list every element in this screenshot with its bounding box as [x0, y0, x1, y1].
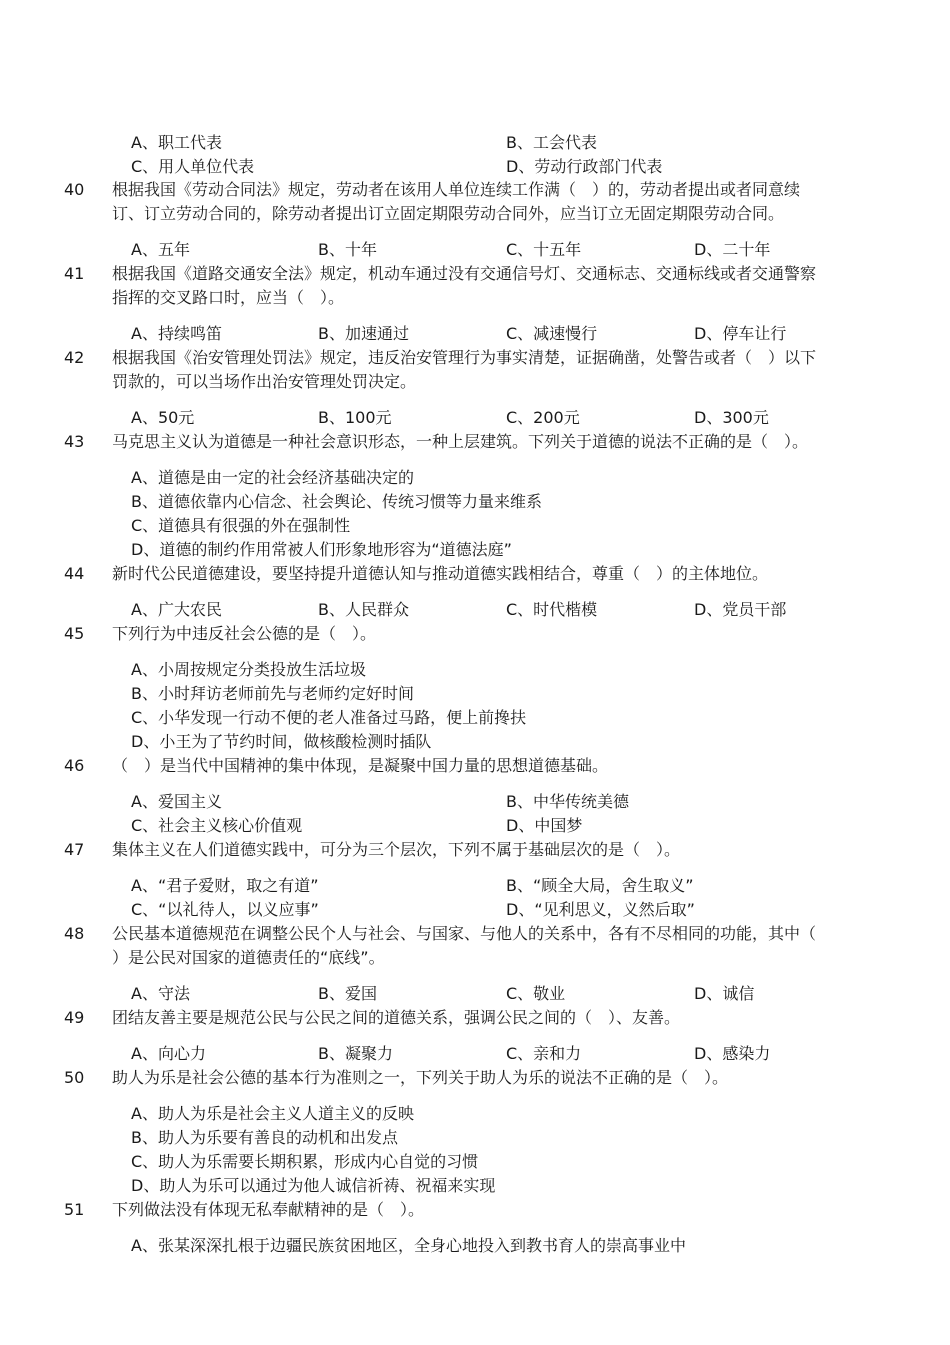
- option-c: C、时代楷模: [506, 600, 598, 619]
- question-number: 44: [64, 564, 85, 583]
- option-c: C、亲和力: [506, 1044, 582, 1063]
- option-d: D、诚信: [694, 984, 755, 1003]
- question-number: 46: [64, 756, 85, 775]
- option-b: B、道德依靠内心信念、社会舆论、传统习惯等力量来维系: [131, 492, 542, 511]
- option-c: C、道德具有很强的外在强制性: [131, 516, 351, 535]
- question-stem-line: 罚款的，可以当场作出治安管理处罚决定。: [112, 372, 417, 391]
- question-stem-line: 公民基本道德规范在调整公民个人与社会、与国家、与他人的关系中，各有不尽相同的功能，其中（: [112, 924, 817, 943]
- option-b: B、人民群众: [318, 600, 409, 619]
- option-d: D、劳动行政部门代表: [506, 157, 663, 176]
- option-a: A、守法: [131, 984, 190, 1003]
- question-number: 42: [64, 348, 85, 367]
- option-d: D、道德的制约作用常被人们形象地形容为“道德法庭”: [131, 540, 512, 559]
- question-stem-line: 马克思主义认为道德是一种社会意识形态，一种上层建筑。下列关于道德的说法不正确的是（ ）。: [112, 432, 809, 451]
- question-stem-line: 根据我国《道路交通安全法》规定，机动车通过没有交通信号灯、交通标志、交通标线或者交通警察: [112, 264, 817, 283]
- option-c: C、小华发现一行动不便的老人准备过马路，便上前搀扶: [131, 708, 527, 727]
- question-number: 51: [64, 1200, 85, 1219]
- option-d: D、停车让行: [694, 324, 787, 343]
- option-b: B、工会代表: [506, 133, 597, 152]
- question-stem-line: 订、订立劳动合同的，除劳动者提出订立固定期限劳动合同外，应当订立无固定期限劳动合同。: [112, 204, 785, 223]
- question-stem-line: （ ）是当代中国精神的集中体现，是凝聚中国力量的思想道德基础。: [112, 756, 609, 775]
- option-b: B、爱国: [318, 984, 377, 1003]
- option-b: B、加速通过: [318, 324, 409, 343]
- question-number: 47: [64, 840, 85, 859]
- question-stem-line: 集体主义在人们道德实践中，可分为三个层次，下列不属于基础层次的是（ ）。: [112, 840, 681, 859]
- option-d: D、二十年: [694, 240, 771, 259]
- option-c: C、助人为乐需要长期积累，形成内心自觉的习惯: [131, 1152, 479, 1171]
- option-c: C、“以礼待人，以义应事”: [131, 900, 319, 919]
- option-a: A、“君子爱财，取之有道”: [131, 876, 319, 895]
- option-d: D、小王为了节约时间，做核酸检测时插队: [131, 732, 432, 751]
- option-d: D、“见利思义，义然后取”: [506, 900, 695, 919]
- question-stem-line: 下列行为中违反社会公德的是（ ）。: [112, 624, 377, 643]
- option-c: C、敬业: [506, 984, 566, 1003]
- option-c: C、减速慢行: [506, 324, 598, 343]
- option-a: A、道德是由一定的社会经济基础决定的: [131, 468, 414, 487]
- question-number: 40: [64, 180, 85, 199]
- option-a: A、助人为乐是社会主义人道主义的反映: [131, 1104, 414, 1123]
- option-b: B、中华传统美德: [506, 792, 629, 811]
- question-number: 50: [64, 1068, 85, 1087]
- option-b: B、小时拜访老师前先与老师约定好时间: [131, 684, 414, 703]
- question-number: 48: [64, 924, 85, 943]
- question-stem-line: 根据我国《劳动合同法》规定，劳动者在该用人单位连续工作满（ ）的，劳动者提出或者同意续: [112, 180, 801, 199]
- question-number: 41: [64, 264, 85, 283]
- question-stem-line: 根据我国《治安管理处罚法》规定，违反治安管理行为事实清楚，证据确凿，处警告或者（ ）以下: [112, 348, 817, 367]
- option-c: C、200元: [506, 408, 580, 427]
- option-c: C、用人单位代表: [131, 157, 255, 176]
- option-b: B、100元: [318, 408, 392, 427]
- option-c: C、社会主义核心价值观: [131, 816, 303, 835]
- option-b: B、“顾全大局，舍生取义”: [506, 876, 694, 895]
- question-stem-line: 下列做法没有体现无私奉献精神的是（ ）。: [112, 1200, 425, 1219]
- option-a: A、50元: [131, 408, 195, 427]
- option-d: D、中国梦: [506, 816, 583, 835]
- option-c: C、十五年: [506, 240, 582, 259]
- question-number: 43: [64, 432, 85, 451]
- option-d: D、助人为乐可以通过为他人诚信祈祷、祝福来实现: [131, 1176, 496, 1195]
- option-d: D、党员干部: [694, 600, 787, 619]
- question-stem-line: 团结友善主要是规范公民与公民之间的道德关系，强调公民之间的（ ）、友善。: [112, 1008, 681, 1027]
- option-a: A、五年: [131, 240, 190, 259]
- option-b: B、十年: [318, 240, 377, 259]
- option-d: D、感染力: [694, 1044, 771, 1063]
- option-a: A、爱国主义: [131, 792, 222, 811]
- option-a: A、职工代表: [131, 133, 222, 152]
- question-stem-line: 新时代公民道德建设，要坚持提升道德认知与推动道德实践相结合，尊重（ ）的主体地位。: [112, 564, 769, 583]
- option-b: B、助人为乐要有善良的动机和出发点: [131, 1128, 398, 1147]
- question-stem-line: ）是公民对国家的道德责任的“底线”。: [112, 948, 385, 967]
- option-a: A、向心力: [131, 1044, 206, 1063]
- question-stem-line: 助人为乐是社会公德的基本行为准则之一，下列关于助人为乐的说法不正确的是（ ）。: [112, 1068, 729, 1087]
- question-number: 49: [64, 1008, 85, 1027]
- option-b: B、凝聚力: [318, 1044, 393, 1063]
- option-a: A、广大农民: [131, 600, 222, 619]
- question-number: 45: [64, 624, 85, 643]
- option-d: D、300元: [694, 408, 769, 427]
- question-stem-line: 指挥的交叉路口时，应当（ ）。: [112, 288, 345, 307]
- option-a: A、小周按规定分类投放生活垃圾: [131, 660, 366, 679]
- option-a: A、张某深深扎根于边疆民族贫困地区，全身心地投入到教书育人的崇高事业中: [131, 1236, 686, 1255]
- option-a: A、持续鸣笛: [131, 324, 222, 343]
